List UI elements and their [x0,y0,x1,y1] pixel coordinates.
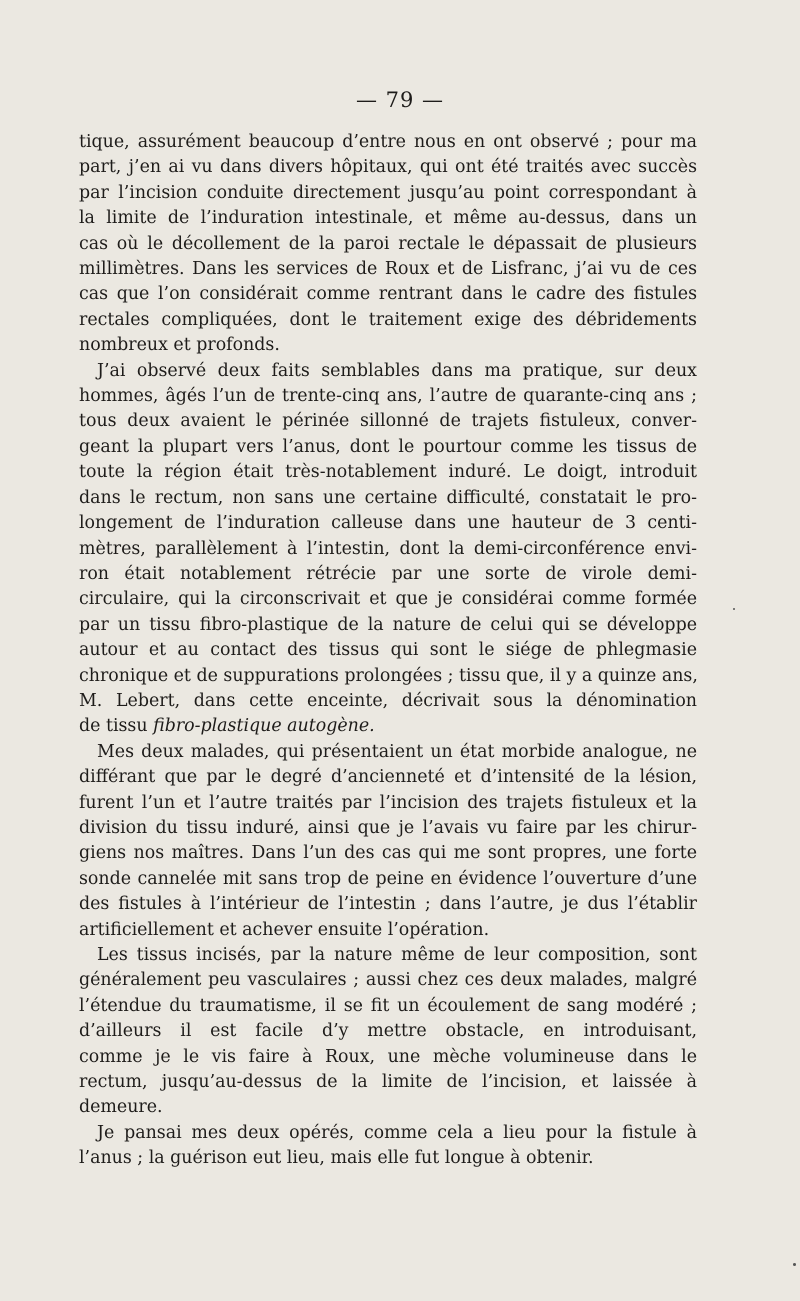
text-line: Mes deux malades, qui présentaient un état morbide analogue, ne [97,741,697,762]
text-line: d’ailleurs il est facile d’y mettre obstacle, en introduisant, [79,1021,697,1042]
paragraph-4 [79,943,697,1121]
text-line: des fistules à l’intérieur de l’intestin ; dans l’autre, je dus l’établir [79,894,697,915]
paper-speck [733,608,735,610]
text-line: autour et au contact des tissus qui sont le siége de phlegmasie [79,640,697,661]
paragraph-3 [79,740,697,943]
text-line: demeure. [79,1097,163,1118]
text-fragment: de tissu [79,716,154,737]
text-line: longement de l’induration calleuse dans une hauteur de 3 centi- [79,513,697,534]
text-line: rectales compliquées, dont le traitement exige des débridements [79,309,697,330]
text-line: Les tissus incisés, par la nature même de leur composition, sont [97,945,697,965]
text-line: division du tissu induré, ainsi que je l’avais vu faire par les chirur- [79,817,697,838]
text-line: giens nos maîtres. Dans l’un des cas qui me sont propres, une forte [79,843,697,864]
text-line: millimètres. Dans les services de Roux et de Lisfranc, j’ai vu de ces [79,259,697,280]
text-line: chronique et de suppurations prolongées ; tissu que, il y a quinze ans, [79,665,698,686]
text-line: cas que l’on considérait comme rentrant dans le cadre des fistules [79,284,697,305]
text-line: Je pansai mes deux opérés, comme cela a lieu pour la fistule à [97,1122,697,1143]
text-line: comme je le vis faire à Roux, une mèche volumineuse dans le [79,1046,697,1067]
text-line: rectum, jusqu’au-dessus de la limite de l’incision, et laissée à [79,1072,697,1093]
text-line: tous deux avaient le périnée sillonné de trajets fistuleux, conver- [79,411,697,432]
text-line [79,714,697,739]
text-line: l’anus ; la guérison eut lieu, mais elle fut longue à obtenir. [79,1148,594,1169]
text-line: dans le rectum, non sans une certaine difficulté, constatait le pro- [79,487,697,508]
page-number: — 79 — [355,88,445,112]
text-line: M. Lebert, dans cette enceinte, décrivait sous la dénomination [79,690,697,711]
text-line: hommes, âgés l’un de trente-cinq ans, l’autre de quarante-cinq ans ; [79,386,697,407]
text-line: sonde cannelée mit sans trop de peine en évidence l’ouverture d’une [79,868,697,889]
text-line: furent l’un et l’autre traités par l’incision des trajets fistuleux et la [79,792,697,813]
text-line: J’ai observé deux faits semblables dans ma pratique, sur deux [97,360,697,381]
paper-speck [793,1263,796,1266]
text-line: geant la plupart vers l’anus, dont le pourtour comme les tissus de [79,436,697,457]
text-line: l’étendue du traumatisme, il se fit un écoulement de sang modéré ; [79,995,697,1016]
text-line: part, j’en ai vu dans divers hôpitaux, qui ont été traités avec succès [79,157,697,178]
text-line: cas où le décollement de la paroi rectale le dépassait de plusieurs [79,233,697,254]
body-text [79,130,697,1172]
paragraph-5 [79,1121,697,1172]
italic-term: fibro-plastique autogène. [153,716,375,737]
text-line: circulaire, qui la circonscrivait et que je considérai comme formée [79,589,697,610]
text-line: toute la région était très-notablement induré. Le doigt, introduit [79,462,697,483]
text-line: tique, assurément beaucoup d’entre nous en ont observé ; pour ma [79,132,697,152]
text-line: par l’incision conduite directement jusqu’au point correspondant à [79,182,697,203]
text-line: différant que par le degré d’ancienneté et d’intensité de la lésion, [79,767,697,788]
text-line: par un tissu fibro-plastique de la nature de celui qui se développe [79,614,697,635]
text-line: nombreux et profonds. [79,335,280,356]
paragraph-1 [79,130,697,359]
text-line: la limite de l’induration intestinale, et même au-dessus, dans un [79,208,697,229]
paragraph-2 [79,359,697,740]
text-line: artificiellement et achever ensuite l’opération. [79,919,490,940]
text-line: ron était notablement rétrécie par une sorte de virole demi- [79,563,697,584]
text-line: mètres, parallèlement à l’intestin, dont la demi-circonférence envi- [79,538,697,559]
text-line: généralement peu vasculaires ; aussi chez ces deux malades, malgré [79,970,697,991]
